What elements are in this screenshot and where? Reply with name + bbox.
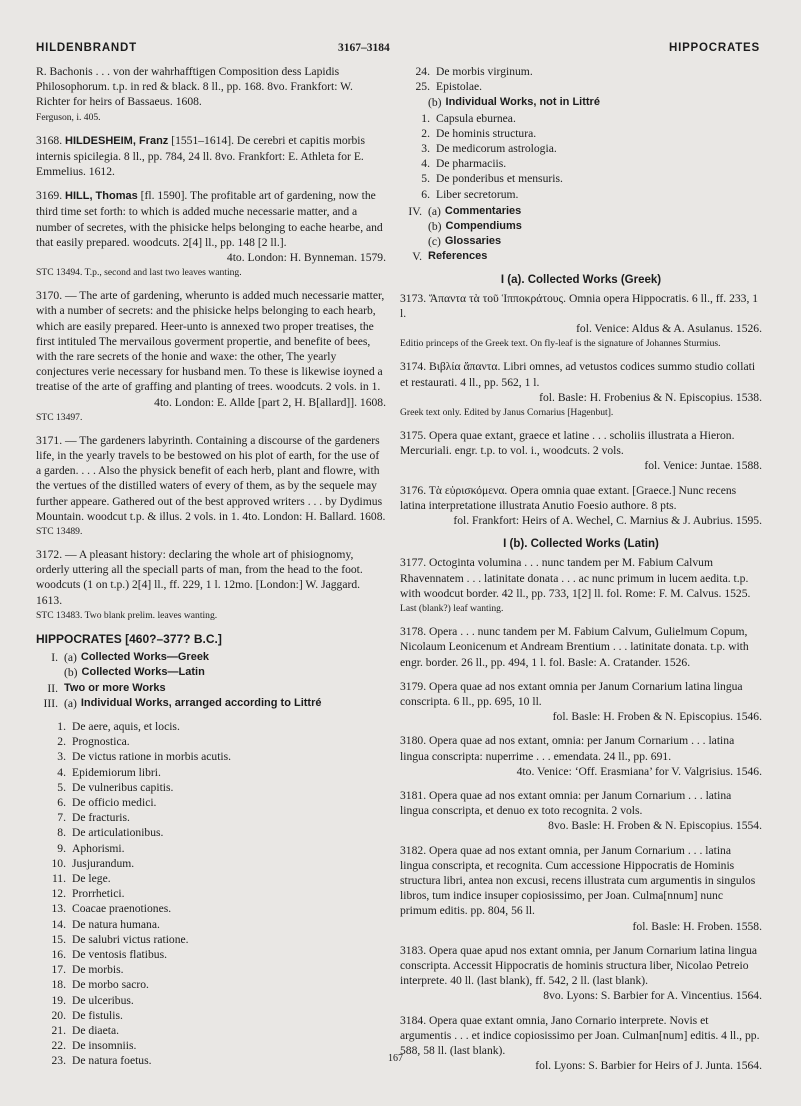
entry-3177 [400,555,762,615]
outline-text: Two or more Works [64,681,166,694]
item-number: 14. [51,917,66,931]
entry-note: STC 13489. [36,526,83,538]
outline-row [36,696,386,711]
list-item [48,947,386,962]
entry-3174 [400,359,762,419]
entry-text: — The gardeners labyrinth. Containing a discourse of the gardeners life, in the yearly travels to be bestowed on his plot of earth, for the use of a garden. . . . Also the physick benefit of each herb, plant and flowre, with the vertues of the distilled waters of every of them, as by the sequele may further appeare. Gathered out of the best approved writers . . . by Dydimus Mountain. woodcut t.p. & illus. 2 vols. in 1. 4to. London: H. Ballard. 1608. [36,433,386,523]
entry-text: Ἅπαντα τὰ τοῦ Ἱπποκράτους. Omnia opera Hippocratis. 6 ll., ff. 233, 1 l. [400,291,759,321]
entry-text: — The arte of gardening, wherunto is added much necessarie matter, with a number of secrets: and the phisicke helps belonging to each hearb, which are easily prepared. Heer-unto is annexed two proper treatises, the first intituled The mervailous goverment propertie, and benefite of bees, with the rare secrets of the honie and waxe: the other, The yearly conjectures verie necessary for husband men. To these is likewise ioyned a treatise of the arte of graffing and planting of trees. woodcuts. 2 vols. in 1. [36,289,385,394]
entry-note: Last (blank?) leaf wanting. [400,603,504,615]
entry-3180 [400,733,762,779]
entry-number: 3168. [36,133,63,147]
hippocrates-outline [36,650,386,711]
list-item [48,780,386,795]
item-title: De fistulis. [72,1008,123,1022]
entry-author: HILL, Thomas [65,190,138,203]
item-number: 8. [57,826,66,840]
entry-3169 [36,188,386,279]
left-column [36,64,386,1069]
entry-number: 3177. [400,556,427,570]
list-item [48,825,386,840]
item-title: Liber secretorum. [436,187,519,201]
item-title: De victus ratione in morbis acutis. [72,750,232,764]
list-item [412,111,762,126]
list-item [48,795,386,810]
outline-text: Individual Works, arranged according to Littré [80,696,322,709]
item-number: 1. [57,719,66,733]
entry-3168 [36,133,386,180]
entry-text: Opera quae ad nos extant omnia, per Janum Cornarium . . . latina lingua conscripta, et recognita. Cum accessione Hippocratis de Hominis structura libri, antea non excusi, recens illustrata cum argumentis in singulos libros, tum indice insuper copiosissimo, per Joan. Culma[nnum] nunc primum editis. pp. 804, 56 ll. [400,843,756,918]
item-number: 17. [51,963,66,977]
running-head-left: HILDENBRANDT [36,42,137,54]
entry-3170 [36,288,386,424]
item-number: 2. [421,126,430,140]
entry-note: Editio princeps of the Greek text. On fly-leaf is the signature of Johannes Sturmius. [400,338,721,350]
entry-text: Opera quae extant, graece et latine . . . scholiis illustrata a Hieron. Mercuriali. engr. t.p. to vol. i., woodcuts. 2 vols. [400,429,735,458]
item-number: 5. [57,780,66,794]
item-number: 4. [57,765,66,779]
item-number: 10. [51,856,66,870]
outline-label: V. [412,250,422,264]
outline-label: II. [47,681,58,695]
entry-text: [fl. 1590]. The profitable art of gardening, now the third time set forth: to which is added muche necessarie matter, and a number of secretes, with the phisicke helps belonging to eache hearbe, and that easily prepared. woodcuts. 2[4] ll., pp. 148 [2 ll.]. [36,189,383,249]
list-item [48,1023,386,1038]
entry-number: 3172. [36,548,63,562]
outline-label: I. [51,651,58,665]
item-number: 22. [51,1039,66,1053]
running-head [36,42,760,56]
item-title: De natura foetus. [72,1054,152,1068]
entry-3175 [400,428,762,474]
entry-3179 [400,679,762,725]
entry-imprint: fol. Venice: Aldus & A. Asulanus. 1526. [576,322,762,336]
list-item [412,64,762,79]
list-item [48,962,386,977]
list-item [412,156,762,171]
item-number: 24. [415,65,430,78]
outline-sub: (a) [64,696,77,710]
entry-text: Opera quae ad nos extant omnia: per Janum Cornarium . . . latina lingua conscripta, et denuo ex toto recognita. 2 vols. [400,788,732,818]
entry-3178 [400,624,762,670]
item-title: Capsula eburnea. [436,111,516,125]
item-title: De ponderibus et mensuris. [436,172,563,186]
item-number: 19. [51,993,66,1007]
entry-3184 [400,1013,762,1074]
item-title: De morbo sacro. [72,978,149,992]
entry-imprint: 8vo. Lyons: S. Barbier for A. Vincentius. 1564. [543,989,762,1003]
works-list-a-continued [412,64,762,94]
entry-text: Τὰ εὑρισκόμενα. Opera omnia quae extant. [Graece.] Nunc recens latina interpretatione illustrata Anutio Foesio authore. 8 pts. [400,483,737,512]
entry-author: HILDESHEIM, Franz [65,134,169,147]
outline-sub: (b) [428,96,442,110]
item-number: 16. [51,947,66,961]
entry-text: Octoginta volumina . . . nunc tandem per M. Fabium Calvum Rhavennatem . . . latinitate donata . . . ac nunc primum in lucem aedita. t.p. with woodcut border. 42 ll., pp. 733, 1[2] ll. fol. Rome: F. M. Calvus. 1525. [400,556,751,600]
list-item [48,1038,386,1053]
entry-note: STC 13483. Two blank prelim. leaves wanting. [36,609,218,621]
item-title: De ulceribus. [72,993,134,1007]
entry-imprint: fol. Lyons: S. Barbier for Heirs of J. Junta. 1564. [535,1059,762,1073]
item-number: 7. [57,811,66,825]
entry-number: 3169. [36,189,63,203]
section-heading-latin: I (b). Collected Works (Latin) [503,538,659,551]
hippocrates-heading: HIPPOCRATES [460?–377? B.C.] [36,631,222,646]
outline-text: Glossaries [444,235,502,248]
item-title: De insomniis. [72,1039,137,1053]
item-title: Epistolae. [436,80,483,94]
item-number: 1. [421,111,430,125]
page-number: 167 [388,1053,403,1064]
entry-3172 [36,547,386,622]
item-number: 12. [51,887,66,901]
list-item [48,1053,386,1068]
outline-sub: (a) [428,204,441,218]
list-item [48,977,386,992]
list-item [412,171,762,186]
outline-label: III. [43,696,58,710]
entry-text: Βιβλία ἅπαντα. Libri omnes, ad vetustos codices summo studio collati et restaurati. 4 ll., pp. 562, 1 l. [400,360,756,389]
entry-imprint: fol. Venice: Juntae. 1588. [644,459,762,473]
item-title: De aere, aquis, et locis. [72,719,180,733]
outline-text: Compendiums [445,220,522,233]
entry-note: Greek text only. Edited by Janus Cornarius [Hagenbut]. [400,407,614,419]
outline-rest [400,204,762,265]
entry-imprint: fol. Basle: H. Froben & N. Episcopius. 1546. [552,710,762,724]
list-item [412,126,762,141]
list-item [48,856,386,871]
entry-3182 [400,843,762,934]
entry-number: 3170. [36,289,63,303]
outline-row [400,95,762,110]
outline-label [400,234,428,249]
entry-note: STC 13494. T.p., second and last two leaves wanting. [36,267,242,279]
entry-3167 [36,64,386,124]
outline-label [400,219,428,234]
list-item [48,1008,386,1023]
item-title: Epidemiorum libri. [72,765,161,779]
item-number: 25. [415,80,430,94]
list-item [48,901,386,916]
entry-3171 [36,433,386,538]
list-item [48,841,386,856]
item-title: Prorrhetici. [72,887,125,901]
list-item [48,932,386,947]
entry-number: 3178. [400,625,427,639]
outline-sub: (b) [64,666,78,680]
list-item [48,810,386,825]
entry-imprint: fol. Basle: H. Froben. 1558. [632,919,762,933]
outline-sub: (b) [428,220,442,234]
entry-number: 3174. [400,360,427,374]
item-title: Jusjurandum. [72,856,135,870]
item-number: 5. [421,172,430,186]
item-number: 15. [51,932,66,946]
entry-number: 3176. [400,483,427,497]
list-item [412,141,762,156]
outline-text: Individual Works, not in Littré [445,96,600,109]
list-item [412,79,762,94]
running-head-right: HIPPOCRATES [668,42,760,54]
item-title: De lege. [72,871,111,885]
outline-row [400,234,762,249]
entry-text: — A pleasant history: declaring the whole art of phisiognomy, orderly uttering all the speciall parts of man, from the head to the foot. woodcuts (1 on t.p.) 2[4] ll., ff. 229, 1 l. 12mo. [London:] W. Jaggard. 1613. [36,548,363,607]
entry-imprint: fol. Frankfort: Heirs of A. Wechel, C. Marnius & J. Aubrius. 1595. [453,514,762,528]
item-number: 6. [421,187,430,201]
item-number: 6. [57,795,66,809]
outline-row [400,204,762,219]
entry-text: Opera . . . nunc tandem per M. Fabium Calvum, Gulielmum Copum, Nicolaum Leonicenum et Andream Brentium . . . latinitate donata. t.p. with engr. border. 26 ll., pp. 494, 1 l. fol. Basle: A. Cratander. 1526. [400,625,749,669]
item-title: Prognostica. [72,735,130,749]
works-list-b [412,111,762,202]
entry-text: R. Bachonis . . . von der wahrhafftigen Composition dess Lapidis Philosophorum. t.p. in red & black. 8 ll., pp. 168. 8vo. Frankfort: W. Richter for heirs of Bassaeus. 1608. [36,65,353,109]
item-number: 13. [51,902,66,916]
item-title: De articulationibus. [72,826,164,840]
item-number: 3. [57,750,66,764]
entry-imprint: fol. Basle: H. Frobenius & N. Episcopius. 1538. [539,390,762,404]
entry-imprint: 4to. London: H. Bynneman. 1579. [226,251,386,265]
item-title: De medicorum astrologia. [436,142,557,156]
list-item [48,993,386,1008]
list-item [48,886,386,901]
list-item [412,187,762,202]
entry-text: Opera quae apud nos extant omnia, per Janum Cornarium latina lingua conscripta. Accessit Hippocratis de hominis structura liber, Nicolao Petreio interprete. 40 ll. (last blank), ff. 542, 2 ll. (last blank). [400,943,758,988]
works-list-a [48,719,386,1069]
entry-3173 [400,291,762,351]
entry-3176 [400,483,762,529]
entry-3183 [400,943,762,1004]
item-title: De fracturis. [72,811,130,825]
item-number: 23. [51,1054,66,1068]
entry-note: Ferguson, i. 405. [36,111,101,123]
outline-text: Collected Works—Greek [80,651,210,664]
item-number: 3. [421,142,430,156]
entry-text: Opera quae extant omnia, Jano Cornario interprete. Novis et argumentis . . . et indice copiosissimo per Joan. Culman[num] editis. 4 ll., pp. 588, 58 ll. (last blank). [400,1013,760,1057]
item-title: De pharmaciis. [436,157,507,171]
item-title: De diaeta. [72,1023,119,1037]
item-title: De salubri victus ratione. [72,932,189,946]
entry-text: [1551–1614]. De cerebri et capitis morbis internis spicilegia. 8 ll., pp. 784, 24 ll. 8vo. Frankfort: E. Athleta for E. Emmelius. 1612. [36,133,366,179]
outline-row [36,681,386,696]
entry-number: 3182. [400,843,427,857]
item-number: 20. [51,1008,66,1022]
item-number: 21. [51,1023,66,1037]
outline-row [36,650,386,665]
item-title: De morbis virginum. [436,65,533,78]
item-number: 11. [51,871,66,885]
entry-number: 3179. [400,679,427,693]
list-item [48,917,386,932]
entry-number: 3181. [400,788,427,802]
running-head-range: 3167–3184 [338,42,390,54]
outline-text: Commentaries [444,204,522,217]
entry-imprint: 8vo. Basle: H. Froben & N. Episcopius. 1554. [548,819,762,833]
entry-number: 3173. [400,291,427,305]
outline-sub: (c) [428,235,441,249]
item-title: De vulneribus capitis. [72,780,174,794]
entry-imprint: 4to. Venice: ‘Off. Erasmiana’ for V. Valgrisius. 1546. [516,764,762,778]
item-number: 18. [51,978,66,992]
list-item [48,719,386,734]
outline-row [400,219,762,234]
item-title: Coacae praenotiones. [72,902,172,916]
entry-text: Opera quae ad nos extant omnia per Janum Cornarium latina lingua conscripta. 6 ll., pp. 695, 10 ll. [400,679,743,708]
entry-number: 3180. [400,734,427,748]
item-title: De hominis structura. [436,126,537,140]
item-title: Aphorismi. [72,841,125,855]
outline-sub: (a) [64,651,77,665]
outline-row [400,249,762,264]
entry-number: 3171. [36,433,63,447]
entry-note: STC 13497. [36,411,83,423]
outline-label: IV. [408,204,422,218]
item-title: De officio medici. [72,795,157,809]
list-item [48,734,386,749]
right-column [400,64,762,1082]
item-number: 4. [421,157,430,171]
item-title: De ventosis flatibus. [72,947,167,961]
section-heading-greek: I (a). Collected Works (Greek) [500,273,662,286]
entry-text: Opera quae ad nos extant, omnia: per Janum Cornarium . . . latina lingua conscripta: nuperrime . . . emendata. 24 ll., pp. 691. [400,734,735,763]
outline-row [36,665,386,680]
outline-label [36,665,64,680]
entry-number: 3175. [400,429,427,443]
item-title: De morbis. [72,963,124,977]
item-number: 9. [57,841,66,855]
item-title: De natura humana. [72,917,160,931]
entry-imprint: 4to. London: E. Allde [part 2, H. B[allard]]. 1608. [154,395,386,409]
list-item [48,749,386,764]
entry-number: 3184. [400,1013,427,1027]
entry-3181 [400,788,762,834]
outline-text: Collected Works—Latin [81,666,205,679]
list-item [48,765,386,780]
list-item [48,871,386,886]
item-number: 2. [57,735,66,749]
outline-text: References [428,250,488,263]
entry-number: 3183. [400,943,427,957]
